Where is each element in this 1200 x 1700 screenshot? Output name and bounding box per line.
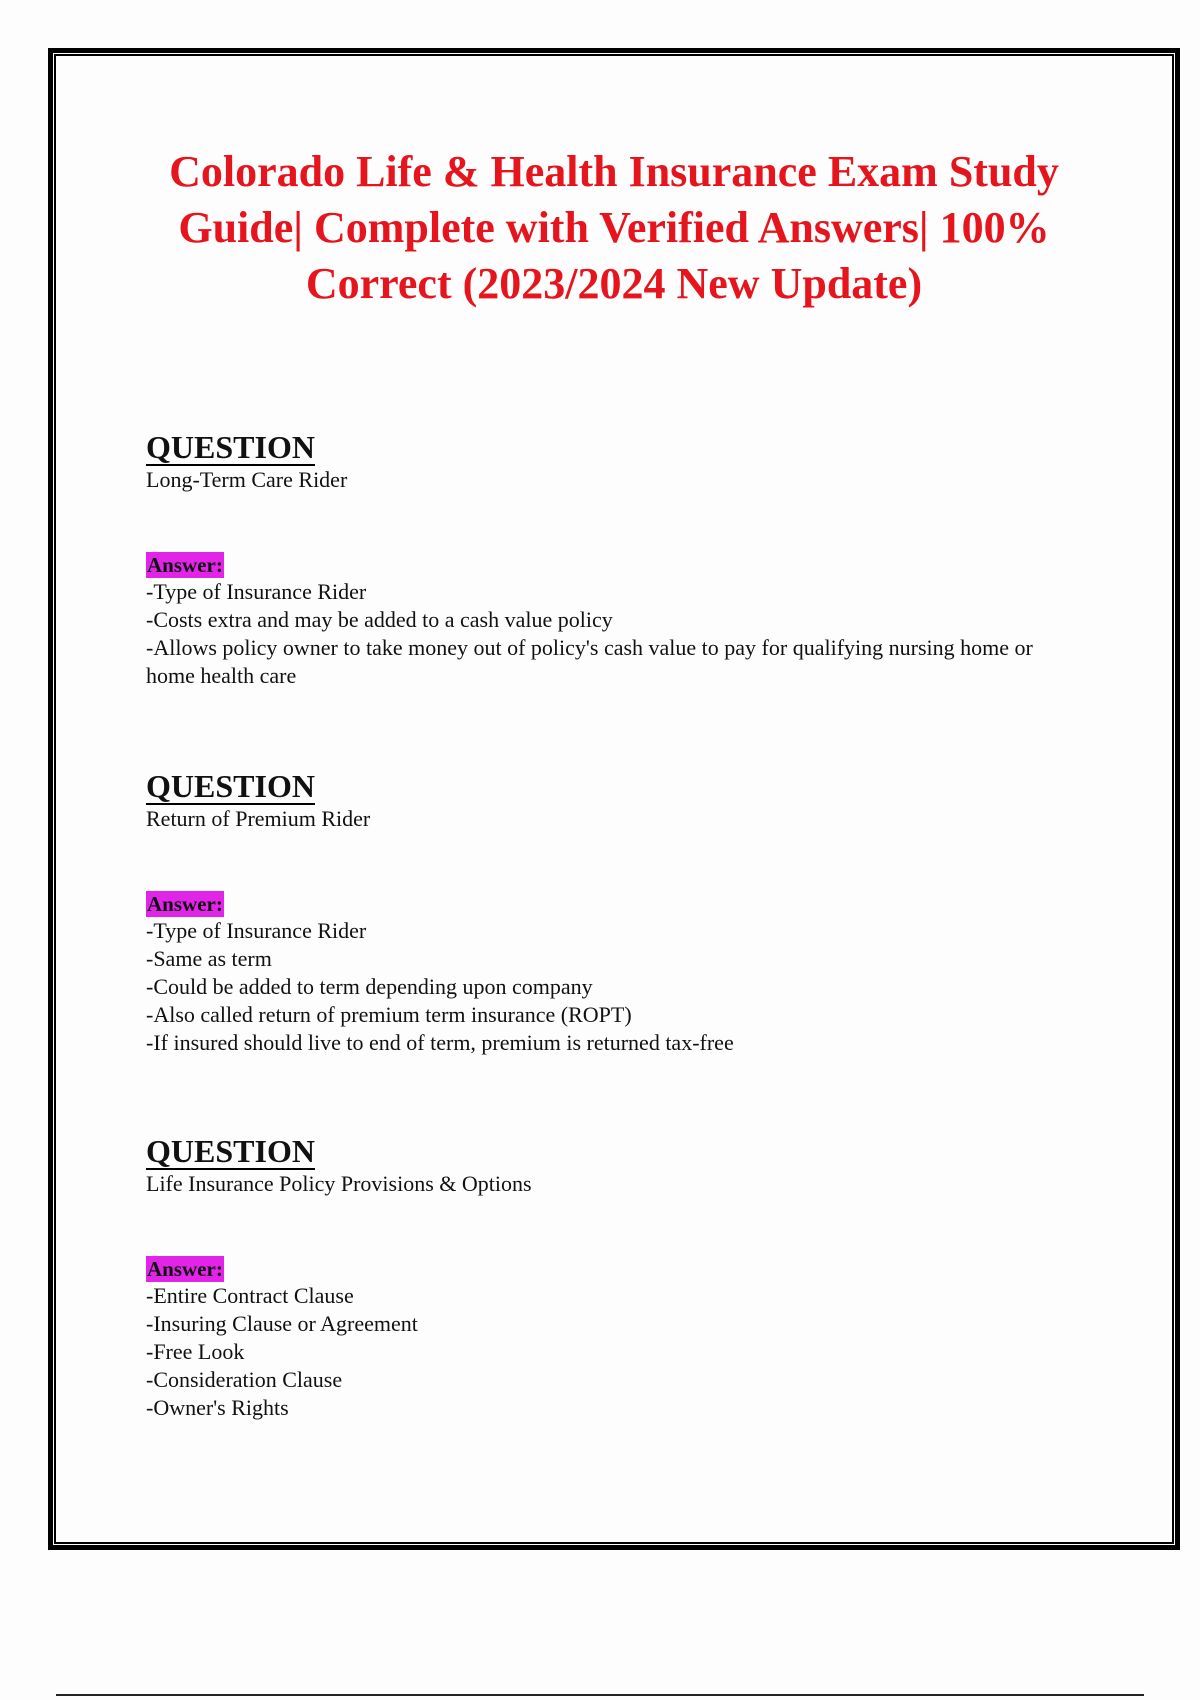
answer-line: -Same as term bbox=[146, 946, 272, 971]
question-text: Long-Term Care Rider bbox=[146, 467, 348, 492]
question-text: Return of Premium Rider bbox=[146, 806, 371, 831]
question-heading: QUESTION bbox=[146, 1133, 315, 1169]
document-title: Colorado Life & Health Insurance Exam Study Guide| Complete with Verified Answers| 100% Correct (2023/2024 New Update) bbox=[169, 147, 1059, 308]
question-text: Life Insurance Policy Provisions & Options bbox=[146, 1171, 532, 1196]
answer-line: -Costs extra and may be added to a cash value policy bbox=[146, 607, 613, 632]
answer-label: Answer: bbox=[147, 1257, 223, 1281]
answer-line: -Owner's Rights bbox=[146, 1395, 289, 1420]
question-heading: QUESTION bbox=[146, 429, 315, 465]
answer-line: -Entire Contract Clause bbox=[146, 1283, 354, 1308]
answer-line: -Could be added to term depending upon company bbox=[146, 974, 593, 999]
answer-line: -Insuring Clause or Agreement bbox=[146, 1311, 418, 1336]
answer-label: Answer: bbox=[147, 553, 223, 577]
question-block bbox=[146, 1134, 1046, 1422]
question-block bbox=[146, 769, 1046, 1057]
question-block bbox=[146, 430, 1046, 690]
answer-line: -Type of Insurance Rider bbox=[146, 918, 367, 943]
answer-line: -Type of Insurance Rider bbox=[146, 579, 367, 604]
question-list bbox=[146, 430, 1046, 1422]
question-heading: QUESTION bbox=[146, 768, 315, 804]
answer-line: -Allows policy owner to take money out of policy's cash value to pay for qualifying nursing home or home health care bbox=[146, 635, 1033, 688]
footer-divider bbox=[56, 1694, 1144, 1696]
answer-line: -If insured should live to end of term, premium is returned tax-free bbox=[146, 1030, 734, 1055]
answer-line: -Also called return of premium term insurance (ROPT) bbox=[146, 1002, 632, 1027]
answer-label: Answer: bbox=[147, 892, 223, 916]
answer-line: -Consideration Clause bbox=[146, 1367, 343, 1392]
answer-line: -Free Look bbox=[146, 1339, 245, 1364]
